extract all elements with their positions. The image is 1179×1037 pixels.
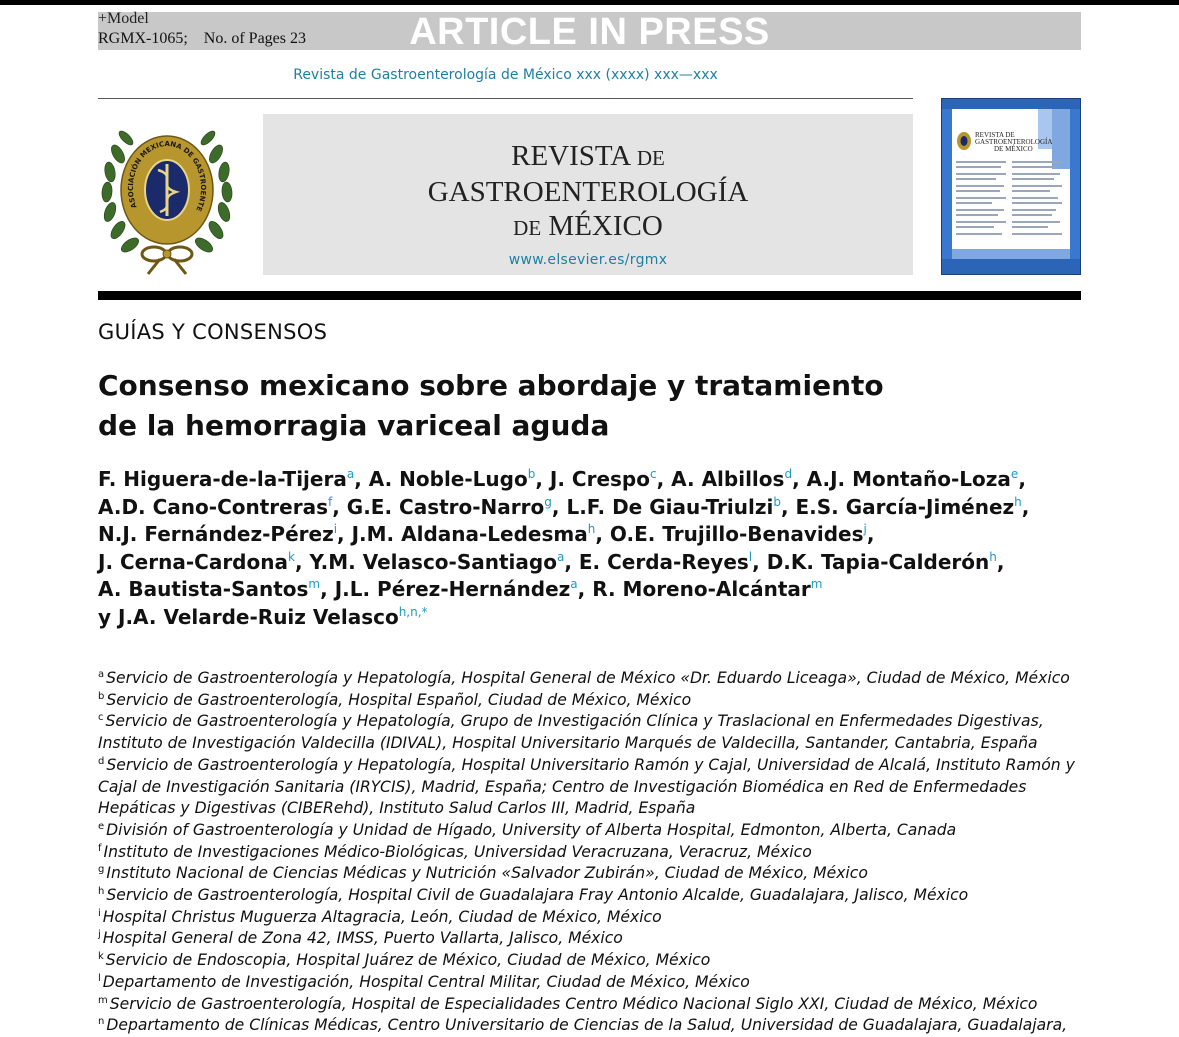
affiliation-key: d xyxy=(98,755,105,767)
author-name: N.J. Fernández-Pérez xyxy=(98,522,334,547)
affiliation-text: Servicio de Gastroenterología, Hospital Civil de Guadalajara Fray Antonio Alcalde, Guadalajara, Jalisco, México xyxy=(106,886,969,905)
affiliation-item xyxy=(98,972,1088,994)
author-name: F. Higuera-de-la-Tijera xyxy=(98,467,347,491)
author-name: E. Cerda-Reyes xyxy=(578,549,749,574)
affiliation-text: Servicio de Gastroenterología, Hospital Español, Ciudad de México, México xyxy=(106,690,692,709)
journal-masthead xyxy=(263,114,913,275)
article-title xyxy=(98,366,998,446)
author-separator: , xyxy=(792,467,807,491)
author-name: A. Bautista-Santos xyxy=(98,577,309,602)
cover-title-line2: GASTROENTEROLOGÍA xyxy=(975,138,1053,146)
author-affiliation-link[interactable]: g xyxy=(544,494,552,509)
author-name: D.K. Tapia-Calderón xyxy=(766,549,990,574)
journal-citation-link[interactable]: Revista de Gastroenterología de México xxx (xxxx) xxx—xxx xyxy=(293,67,718,83)
author-separator: , xyxy=(595,522,610,547)
affiliation-key: e xyxy=(98,820,105,832)
affiliation-key: l xyxy=(98,972,101,984)
affiliation-item xyxy=(98,690,1088,712)
author-line xyxy=(98,521,1088,549)
society-seal-logo xyxy=(98,114,236,276)
affiliation-text: Servicio de Gastroenterología, Hospital de Especialidades Centro Médico Nacional Siglo XXI, Ciudad de México, México xyxy=(109,994,1038,1013)
header-divider xyxy=(98,98,913,99)
author-affiliation-link[interactable]: d xyxy=(784,467,793,481)
author-separator: , xyxy=(294,549,310,574)
author-affiliation-link[interactable]: m xyxy=(308,577,321,592)
affiliation-item xyxy=(98,820,1088,842)
affiliation-item xyxy=(98,928,1088,950)
author-name: J. Cerna-Cardona xyxy=(98,549,288,574)
cover-image xyxy=(942,99,1080,274)
seal-text: ASOCIACIÓN MEXICANA DE GASTROENTE xyxy=(126,140,208,213)
journal-url-link[interactable]: www.elsevier.es/rgmx xyxy=(508,252,668,268)
author-separator: , xyxy=(535,467,550,491)
author-name: y J.A. Velarde-Ruiz Velasco xyxy=(98,604,399,629)
author-separator: , xyxy=(337,522,352,547)
author-name: J.M. Aldana-Ledesma xyxy=(351,522,588,547)
author-affiliation-link[interactable]: k xyxy=(287,549,295,564)
affiliation-text: Instituto de Investigaciones Médico-Biológicas, Universidad Veracruzana, Veracruz, México xyxy=(103,842,812,861)
author-affiliation-link[interactable]: h xyxy=(989,549,997,564)
article-section-label: GUÍAS Y CONSENSOS xyxy=(98,320,328,344)
author-name: A.J. Montaño-Loza xyxy=(806,467,1011,491)
article-title-line1: Consenso mexicano sobre abordaje y tratamiento xyxy=(98,369,884,402)
affiliation-key: n xyxy=(98,1016,105,1028)
affiliation-text: División of Gastroenterología y Unidad de Hígado, University of Alberta Hospital, Edmonton, Alberta, Canada xyxy=(106,820,957,839)
affiliation-key: f xyxy=(98,842,102,854)
masthead-divider xyxy=(98,291,1081,300)
affiliation-item xyxy=(98,885,1088,907)
affiliation-key: b xyxy=(98,690,105,702)
affiliation-text: Servicio de Gastroenterología y Hepatología, Grupo de Investigación Clínica y Traslacional en Enfermedades Digestivas, Instituto de Investigación Valdecilla (IDIVAL), Hospital Universitario Marqués de Valdecilla, Santander, Cantabria, España xyxy=(98,712,1044,753)
author-name: J. Crespo xyxy=(549,467,650,491)
affiliation-key: m xyxy=(98,994,108,1006)
affiliation-text: Servicio de Endoscopia, Hospital Juárez de México, Ciudad de México, México xyxy=(105,951,711,970)
affiliation-item xyxy=(98,668,1088,690)
author-affiliation-link[interactable]: c xyxy=(649,467,657,481)
affiliation-item xyxy=(98,863,1088,885)
author-affiliation-link[interactable]: h xyxy=(1014,494,1022,509)
affiliation-text: Hospital General de Zona 42, IMSS, Puerto Vallarta, Jalisco, México xyxy=(102,929,623,948)
author-name: L.F. De Giau-Triulzi xyxy=(566,494,774,519)
affiliation-key: i xyxy=(98,907,101,919)
affiliation-key: g xyxy=(98,864,105,876)
author-separator: , xyxy=(996,549,1005,574)
author-line xyxy=(98,604,1088,632)
affiliation-list xyxy=(98,668,1088,1037)
cover-title-line3: DE MÉXICO xyxy=(994,145,1033,153)
author-affiliation-link[interactable]: j xyxy=(863,522,867,537)
author-separator: , xyxy=(656,467,672,491)
article-in-press-banner: ARTICLE IN PRESS xyxy=(409,11,770,53)
author-affiliation-link[interactable]: b xyxy=(773,494,781,509)
affiliation-text: Servicio de Gastroenterología y Hepatología, Hospital General de México «Dr. Eduardo Liceaga», Ciudad de México, México xyxy=(106,669,1070,687)
model-tag: +Model xyxy=(98,10,149,27)
affiliation-item xyxy=(98,994,1088,1016)
author-affiliation-link[interactable]: m xyxy=(810,577,823,592)
manuscript-id: RGMX-1065; xyxy=(98,30,188,47)
masthead-line3 xyxy=(263,209,913,245)
author-line xyxy=(98,494,1088,522)
author-separator: , xyxy=(1018,467,1026,491)
article-title-line2: de la hemorragia variceal aguda xyxy=(98,409,610,442)
author-line xyxy=(98,466,1088,494)
affiliation-text: Instituto Nacional de Ciencias Médicas y Nutrición «Salvador Zubirán», Ciudad de México, México xyxy=(106,864,868,883)
author-name: R. Moreno-Alcántar xyxy=(592,577,811,602)
page-count: No. of Pages 23 xyxy=(203,30,306,47)
cover-title-line1: REVISTA DE xyxy=(975,131,1015,139)
affiliation-item xyxy=(98,907,1088,929)
author-name: A. Noble-Lugo xyxy=(368,467,528,491)
affiliation-text: Servicio de Gastroenterología y Hepatología, Hospital Universitario Ramón y Cajal, Universidad de Alcalá, Instituto Ramón y Cajal de Investigación Sanitaria (IRYCIS), Madrid, España; Centro de Investigación Biomédica en Red de Enfermedades Hepáticas y Digestivas (CIBERehd), Instituto Salud Carlos III, Madrid, España xyxy=(98,755,1075,818)
author-line xyxy=(98,549,1088,577)
author-affiliation-link[interactable]: f xyxy=(327,494,333,509)
masthead-word-mexico: MÉXICO xyxy=(548,210,663,242)
author-affiliation-link[interactable]: a xyxy=(346,467,355,481)
author-separator: , xyxy=(866,522,875,547)
affiliation-text: Departamento de Clínicas Médicas, Centro Universitario de Ciencias de la Salud, Universidad de Guadalajara, Guadalajara, xyxy=(106,1016,1068,1035)
author-affiliation-link[interactable]: a xyxy=(556,549,565,564)
author-list xyxy=(98,466,1088,632)
affiliation-item xyxy=(98,711,1088,754)
affiliation-text: Hospital Christus Muguerza Altagracia, León, Ciudad de México, México xyxy=(102,907,662,926)
author-separator: , xyxy=(551,494,567,519)
author-separator: , xyxy=(780,494,796,519)
author-name: A.D. Cano-Contreras xyxy=(98,494,328,519)
masthead-line2: GASTROENTEROLOGÍA xyxy=(427,176,749,208)
author-affiliation-link[interactable]: b xyxy=(527,467,536,481)
author-affiliation-link[interactable]: h,n,* xyxy=(398,604,428,619)
author-separator: , xyxy=(320,577,335,602)
author-affiliation-link[interactable]: i xyxy=(333,522,338,537)
author-affiliation-link[interactable]: h xyxy=(587,522,596,537)
author-separator: , xyxy=(564,549,579,574)
affiliation-key: c xyxy=(98,712,104,724)
author-name: J.L. Pérez-Hernández xyxy=(334,577,571,602)
author-name: Y.M. Velasco-Santiago xyxy=(309,549,557,574)
masthead-word-de-2: DE xyxy=(513,216,542,240)
author-affiliation-link[interactable]: a xyxy=(570,577,578,592)
masthead-word-de: DE xyxy=(636,146,665,170)
affiliation-item xyxy=(98,950,1088,972)
affiliation-text: Departamento de Investigación, Hospital Central Militar, Ciudad de México, México xyxy=(102,972,750,991)
masthead-line1 xyxy=(263,139,913,175)
author-name: G.E. Castro-Narro xyxy=(346,494,545,519)
author-separator: , xyxy=(1021,494,1030,519)
affiliation-key: a xyxy=(98,669,105,680)
author-line xyxy=(98,576,1088,604)
author-affiliation-link[interactable]: l xyxy=(748,549,753,564)
author-name: A. Albillos xyxy=(671,467,785,491)
top-rule xyxy=(0,0,1179,5)
journal-cover-thumbnail[interactable] xyxy=(941,98,1081,275)
author-separator: , xyxy=(354,467,369,491)
affiliation-item xyxy=(98,842,1088,864)
affiliation-key: h xyxy=(98,886,105,898)
author-affiliation-link[interactable]: e xyxy=(1010,467,1019,481)
author-separator: , xyxy=(332,494,347,519)
affiliation-key: j xyxy=(98,929,101,941)
manuscript-id-line xyxy=(98,30,306,48)
author-name: O.E. Trujillo-Benavides xyxy=(609,522,864,547)
author-separator: , xyxy=(752,549,767,574)
masthead-word-revista: REVISTA xyxy=(511,140,630,172)
affiliation-key: k xyxy=(98,951,104,963)
author-separator: , xyxy=(577,577,593,602)
affiliation-item xyxy=(98,755,1088,820)
seal-emblem-icon xyxy=(98,114,236,276)
author-name: E.S. García-Jiménez xyxy=(795,494,1015,519)
